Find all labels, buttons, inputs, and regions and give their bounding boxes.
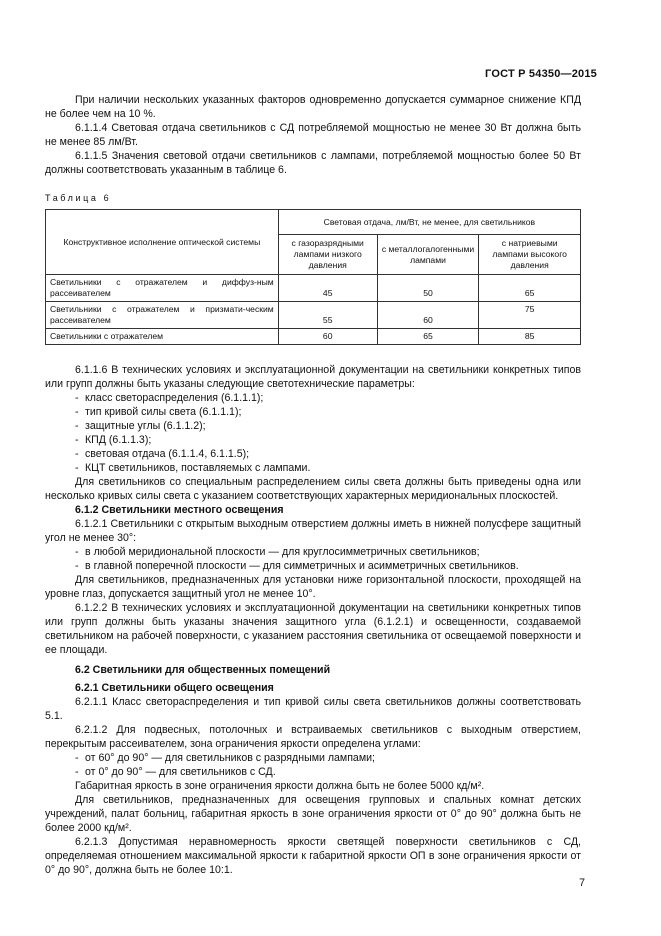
paragraph: 6.1.2.2 В технических условиях и эксплуатационной документации на светильники конкретных типов или групп должны быть указаны значения защитного угла (6.1.2.1) и освещенности, создаваемой светильником на рабочей поверхности, с указанием расстояния светильника от освещаемой поверхности и ее площади. [45, 602, 581, 656]
table-header-group: Световая отдача, лм/Вт, не менее, для светильников [278, 210, 580, 235]
table-cell: 75 [479, 302, 581, 329]
table-row [46, 302, 581, 329]
paragraph: 6.2.1.1 Класс светораспределения и тип кривой силы света светильников должны соответствовать 5.1. [45, 696, 581, 722]
table-cell: 50 [377, 275, 479, 302]
list-item: - защитные углы (6.1.1.2); [75, 420, 206, 432]
paragraph: Для светильников, предназначенных для освещения групповых и спальных комнат детских учреждений, палат больниц, габаритная яркость в зоне ограничения яркости от 0° до 90° должна быть не более 2000 кд/м². [45, 794, 581, 834]
table-cell: 65 [377, 329, 479, 345]
table-cell: Светильники с отражателем и диффуз-ным рассеивателем [46, 275, 279, 302]
list-item: - в любой меридиональной плоскости — для круглосимметричных светильников; [75, 546, 480, 558]
section-heading: 6.1.2 Светильники местного освещения [75, 504, 284, 516]
paragraph: 6.1.1.5 Значения световой отдачи светильников с лампами, потребляемой мощностью более 50 Вт должны соответствовать указанным в таблице 6. [45, 150, 581, 176]
page-content [45, 93, 581, 877]
paragraph: 6.2.1.3 Допустимая неравномерность яркости светящей поверхности светильников с СД, определяемая отношением максимальной яркости к габаритной яркости ОП в зоне ограничения яркости от 0° до 90°, должна быть не более 10:1. [45, 836, 581, 876]
table-header-col: с газоразрядными лампами низкого давления [278, 235, 377, 275]
table-header-col: с натриевыми лампами высокого давления [479, 235, 581, 275]
table-cell: 55 [278, 302, 377, 329]
paragraph: Для светильников со специальным распределением силы света должны быть приведены одна или несколько кривых силы света с указанием соответствующих характерных меридиональных плоскостей. [45, 476, 581, 502]
angle-list [45, 545, 581, 573]
parameter-list [45, 391, 581, 475]
paragraph: 6.1.1.4 Световая отдача светильников с СД потребляемой мощностью не менее 30 Вт должна быть не менее 85 лм/Вт. [45, 122, 581, 148]
table-6 [45, 209, 581, 345]
document-header: ГОСТ Р 54350—2015 [485, 68, 597, 80]
table-cell: 60 [278, 329, 377, 345]
paragraph: 6.1.2.1 Светильники с открытым выходным отверстием должны иметь в нижней полусфере защитный угол не менее 30°: [45, 518, 581, 544]
list-item: - класс светораспределения (6.1.1.1); [75, 392, 264, 404]
table-cell: Светильники с отражателем [46, 329, 279, 345]
table-cell: 65 [479, 275, 581, 302]
table-header-construct: Конструктивное исполнение оптической системы [46, 210, 279, 275]
list-item: - от 60° до 90° — для светильников с разрядными лампами; [75, 752, 375, 764]
table-row [46, 275, 581, 302]
paragraph: 6.2.1.2 Для подвесных, потолочных и встраиваемых светильников с выходным отверстием, перекрытым рассеивателем, зона ограничения яркости определена углами: [45, 724, 581, 750]
list-item: - световая отдача (6.1.1.4, 6.1.1.5); [75, 448, 250, 460]
list-item: - КЦТ светильников, поставляемых с лампами. [75, 462, 311, 474]
paragraph: При наличии нескольких указанных факторов одновременно допускается суммарное снижение КПД не более чем на 10 %. [45, 94, 581, 120]
table-cell: 45 [278, 275, 377, 302]
table-cell: 85 [479, 329, 581, 345]
list-item: - тип кривой силы света (6.1.1.1); [75, 406, 242, 418]
list-item: - в главной поперечной плоскости — для симметричных и асимметричных светильников. [75, 560, 519, 572]
paragraph: Габаритная яркость в зоне ограничения яркости должна быть не более 5000 кд/м². [75, 780, 485, 792]
table-caption: Таблица 6 [45, 193, 112, 203]
list-item: - КПД (6.1.1.3); [75, 434, 152, 446]
zone-list [45, 751, 581, 779]
section-heading: 6.2.1 Светильники общего освещения [75, 682, 274, 694]
page-number: 7 [579, 877, 585, 889]
list-item: - от 0° до 90° — для светильников с СД. [75, 766, 276, 778]
table-row [46, 329, 581, 345]
paragraph: Для светильников, предназначенных для установки ниже горизонтальной плоскости, проходящей на уровне глаз, допускается защитный угол не менее 10°. [45, 574, 581, 600]
section-heading: 6.2 Светильники для общественных помещений [75, 664, 331, 676]
table-header-col: с металлогалогенными лампами [377, 235, 479, 275]
paragraph: 6.1.1.6 В технических условиях и эксплуатационной документации на светильники конкретных типов или групп должны быть указаны следующие светотехнические параметры: [45, 364, 581, 390]
table-cell: Светильники с отражателем и призмати-ческим рассеивателем [46, 302, 279, 329]
table-cell: 60 [377, 302, 479, 329]
